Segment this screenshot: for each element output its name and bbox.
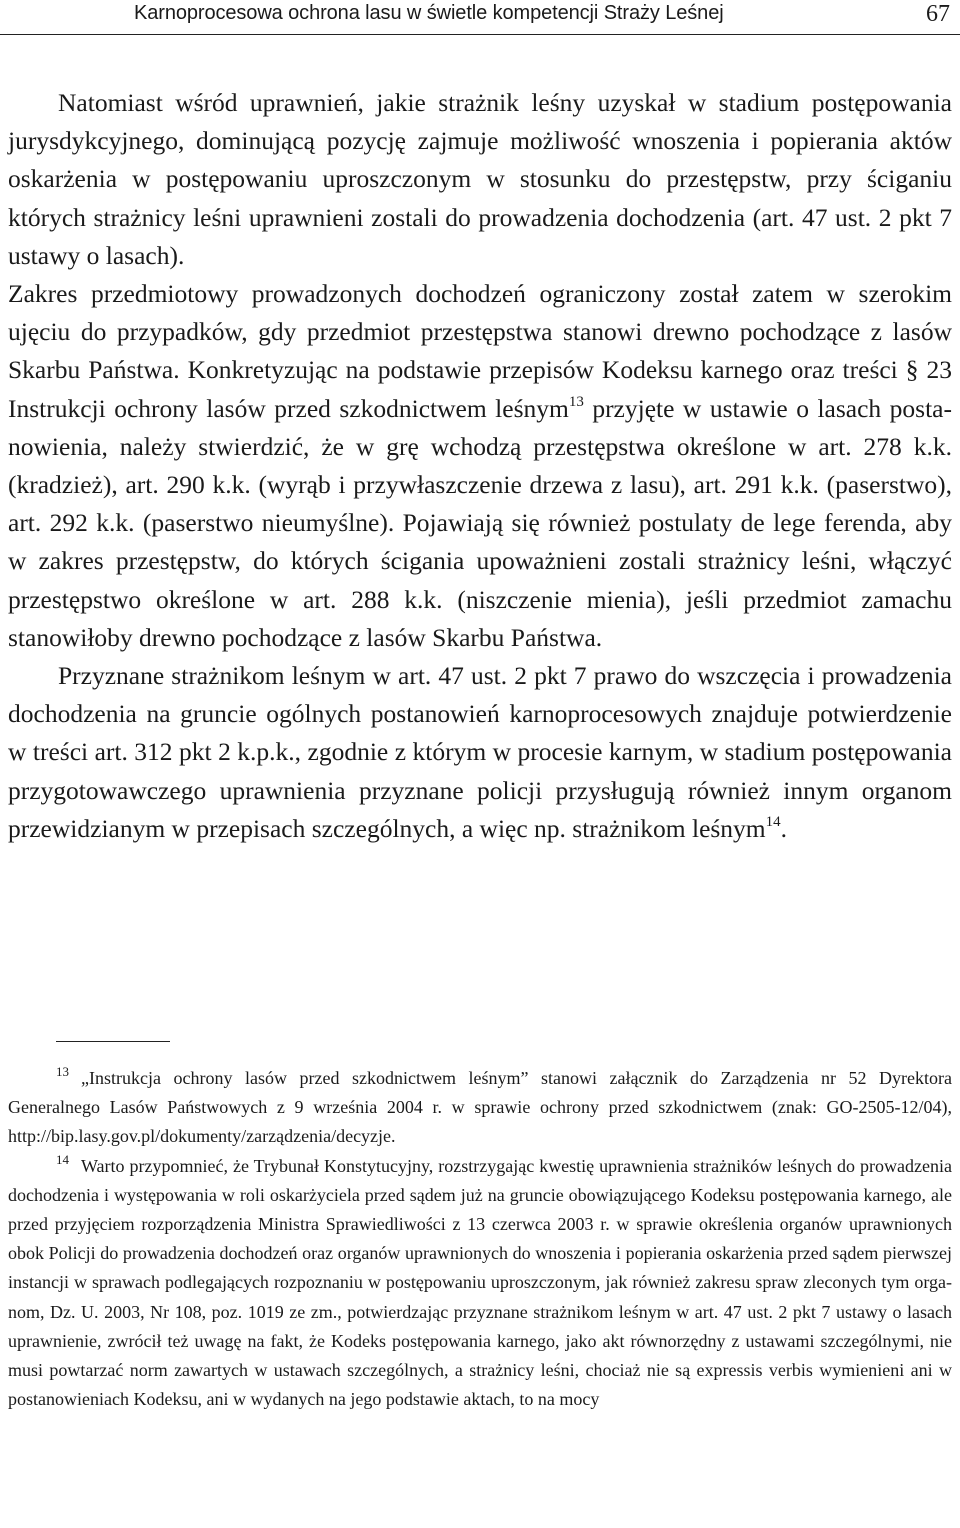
footnote-13	[8, 1064, 952, 1152]
paragraph-2-text-a: Zakres przedmiotowy prowadzonych dochodzeń ograniczony został zatem w szerokim ujęciu do przypadków, gdy przedmiot przestępstwa stanowi drewno pochodzące z lasów Skarbu Państwa. Konkretyzując na podstawie przepisów Kodeksu karnego oraz treści § 23 Instrukcji ochrony lasów przed szkodnictwem leśnym	[8, 279, 952, 423]
footnote-separator	[56, 1041, 170, 1042]
paragraph-2	[8, 275, 952, 657]
footnote-number: 14	[56, 1151, 69, 1167]
paragraph-1: Natomiast wśród uprawnień, jakie strażnik leśny uzyskał w stadium postępowania jurysdykcyjnego, dominującą pozycję zajmuje możliwość wnoszenia i popierania aktów oskarżenia w postępowaniu uproszczonym w stosunku do przestępstw, przy ściganiu których strażnicy leśni uprawnieni zostali do prowadzenia dochodzenia (art. 47 ust. 2 pkt 7 ustawy o lasach).	[8, 88, 952, 270]
main-text	[8, 84, 952, 848]
footnote-text: „Instrukcja ochrony lasów przed szkodnictwem leśnym” stanowi załącznik do Zarządzenia nr 52 Dyrektora Generalnego Lasów Państwowych z 9 września 2004 r. w sprawie ochrony przed szkodnictwem (znak: GO-2505-12/04), http://bip.lasy.gov.pl/dokumenty/zarządzenia/decyzje.	[8, 1068, 952, 1147]
footnote-text: Warto przypomnieć, że Trybunał Konstytucyjny, rozstrzygając kwestię uprawnienia strażników leśnych do prowadzenia dochodzenia i występowania w roli oskarżyciela przed sądem już na gruncie obowiązującego Kodeksu postępowania karnego, ale przed przyjęciem rozporządzenia Ministra Sprawiedliwości z 13 czerwca 2003 r. w sprawie określenia organów uprawnionych obok Policji do prowadzenia dochodzeń oraz organów uprawnionych do wnoszenia i popierania oskarżenia przed sądem pierwszej instancji w sprawach podlegających rozpoznaniu w postępowaniu uproszczonym, jak również zakresu spraw zleconych tym organom, Dz. U. 2003, Nr 108, poz. 1019 ze zm., potwierdzając przyznane strażnikom leśnym w art. 47 ust. 2 pkt 7 ustawy o lasach uprawnienie, zwrócił też uwagę na fakt, że Kodeks postępowania karnego, jako akt równorzędny z ustawami szczególnymi, nie musi powtarzać norm zawartych w ustawach szczególnych, a strażnicy leśni, chociaż nie są expressis verbis wymienieni ani w postanowieniach Kodeksu, ani w wydanych na jego podstawie aktach, to na mocy	[8, 1155, 952, 1410]
footnote-number: 13	[56, 1064, 69, 1079]
footnote-14	[8, 1152, 952, 1415]
paragraph-3-text-a: Przyznane strażnikom leśnym w art. 47 ust. 2 pkt 7 prawo do wszczęcia i prowadzenia dochodzenia na gruncie ogólnych postanowień karnoprocesowych znajduje potwierdzenie w treści art. 312 pkt 2 k.p.k., zgodnie z którym w procesie karnym, w stadium postępowania przygotowawczego uprawnienia przyznane policji przysługują również innym organom przewidzianym w przepisach szczególnych, a więc np. strażnikom leśnym	[8, 661, 952, 843]
paragraph-3	[8, 657, 952, 848]
footnote-ref-14: 14	[765, 814, 781, 831]
footnote-ref-13: 13	[568, 394, 584, 411]
paragraph-2-text-b: przyjęte w ustawie o lasach postanowienia, należy stwierdzić, że w grę wchodzą przestępstwa określone w art. 278 k.k. (kradzież), art. 290 k.k. (wyrąb i przywłaszczenie drzewa z lasu), art. 291 k.k. (paserstwo), art. 292 k.k. (paserstwo nieumyślne). Pojawiają się również postulaty de lege ferenda, aby w zakres przestępstw, do których ścigania upoważnieni zostali strażnicy leśni, włączyć przestępstwo określone w art. 288 k.k. (niszczenie mienia), jeśli przedmiot zamachu stanowiłoby drewno pochodzące z lasów Skarbu Państwa.	[8, 393, 952, 652]
paragraph-3-text-b: .	[780, 813, 788, 843]
running-title: Karnoprocesowa ochrona lasu w świetle kompetencji Straży Leśnej	[134, 2, 724, 24]
page-header	[0, 0, 960, 35]
footnotes	[8, 1064, 952, 1414]
page-number: 67	[926, 1, 950, 27]
